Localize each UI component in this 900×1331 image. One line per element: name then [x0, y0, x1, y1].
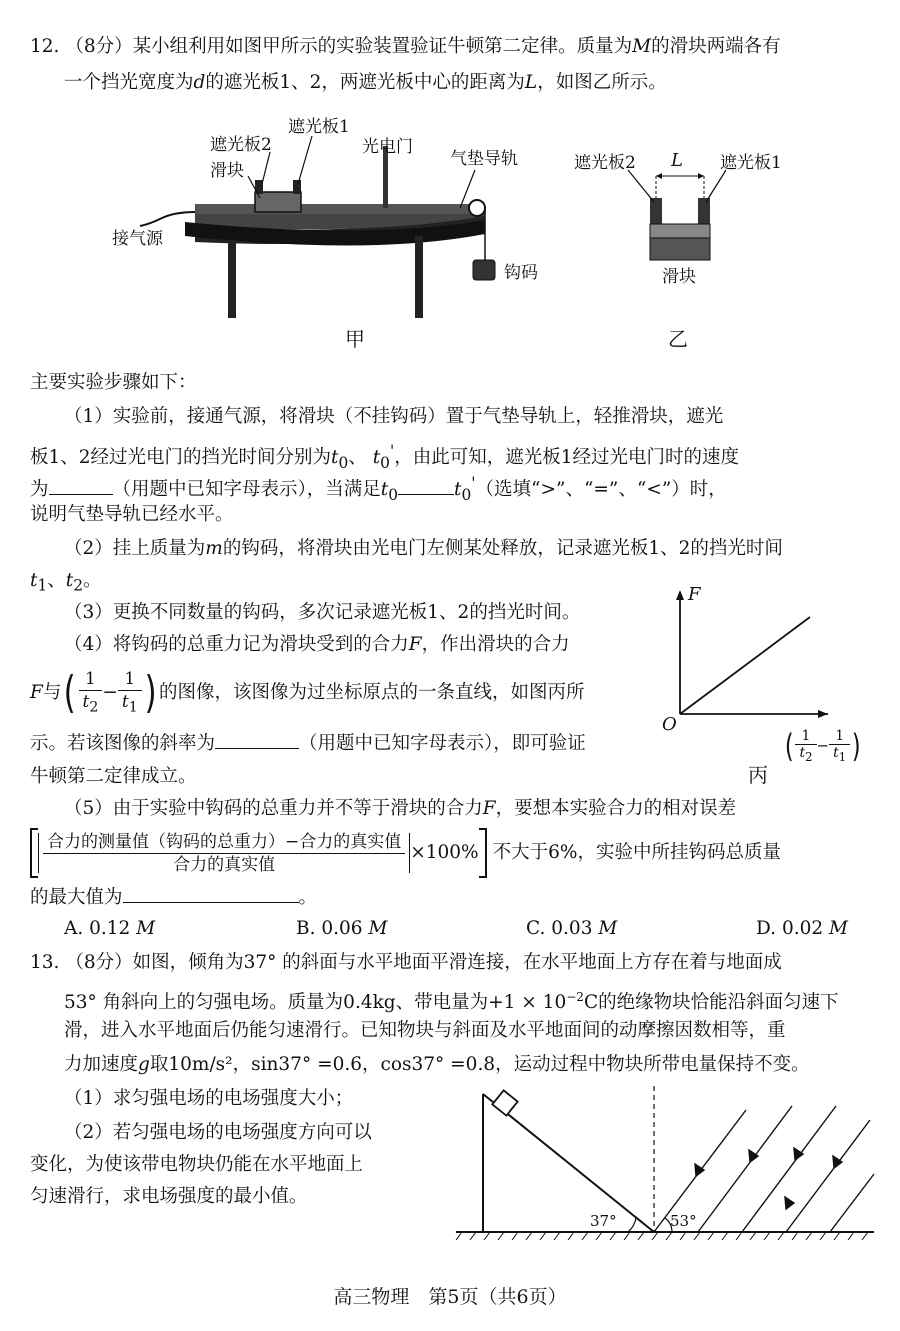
step-3: （3）更换不同数量的钩码，多次记录遮光板1、2的挡光时间。 [64, 602, 581, 623]
q12-text: 的滑块两端各有 [651, 36, 781, 57]
option-unit: M [598, 918, 618, 939]
var-m: m [205, 538, 223, 559]
line-F-vs-x [680, 617, 810, 714]
text: ，由此可知，遮光板1经过光电门时的速度 [394, 447, 739, 469]
x-axis-label [783, 728, 863, 765]
step-1-line-1: （1）实验前，接通气源，将滑块（不挂钩码）置于气垫导轨上，轻推滑块，遮光 [64, 406, 724, 427]
var-F: F [30, 682, 43, 704]
var-t2: t [82, 692, 90, 712]
den: 合力的真实值 [173, 854, 276, 875]
option-value: 0.02 [781, 918, 824, 939]
q12-line-1 [30, 34, 781, 60]
text: ，要想本实验合力的相对误差 [495, 798, 737, 819]
q13-text: 如图，倾角为37° 的斜面与水平地面平滑连接，在水平地面上方存在着与地面成 [132, 952, 782, 973]
text: （5）由于实验中钩码的总重力并不等于滑块的合力 [64, 798, 483, 819]
q13-text: 取10m/s²，sin37° =0.6，cos37° =0.8，运动过程中物块所带电量保持不变。 [149, 1054, 810, 1075]
option-value: 0.03 [551, 918, 593, 939]
var-t0-prime: t [372, 447, 381, 469]
text: 与 [42, 682, 62, 704]
step-4-line-2 [30, 668, 584, 718]
q13-part-1: （1）求匀强电场的电场强度大小； [64, 1088, 354, 1109]
option-label: A. [64, 918, 84, 939]
text: 不大于6%，实验中所挂钩码总质量 [492, 842, 781, 863]
exponent: −2 [566, 990, 584, 1004]
paren-right: ) [852, 727, 861, 766]
q13-number: 13. [30, 952, 60, 973]
sub: 1 [37, 576, 48, 595]
q13-score: （8分） [65, 952, 133, 973]
answer-blank-compare[interactable] [398, 476, 454, 495]
num: 1 [118, 668, 142, 691]
step-1-line-4: 说明气垫导轨已经水平。 [30, 504, 234, 525]
step-4-line-1 [64, 632, 570, 658]
var-F: F [482, 798, 496, 819]
answer-blank-max-mass[interactable] [123, 884, 299, 903]
angle-label-53: 53° [670, 1212, 697, 1230]
text: 的最大值为 [30, 887, 123, 908]
step-4-line-4: 牛顿第二定律成立。 [30, 766, 197, 787]
option-value: 0.06 [321, 918, 363, 939]
figure-yi [570, 140, 810, 355]
incline-slope [483, 1094, 654, 1232]
var-F: F [408, 634, 422, 655]
q12-text: ，如图乙所示。 [537, 72, 667, 93]
var-g: g [138, 1054, 150, 1075]
q13-line-3: 滑，进入水平地面后仍能匀速滑行。已知物块与斜面及水平地面间的动摩擦因数相等，重 [64, 1020, 786, 1041]
text: （用题中已知字母表示），当满足 [112, 479, 381, 501]
page-footer: 高三物理 第5页（共6页） [333, 1286, 567, 1308]
den [795, 745, 816, 765]
var-t1: t [30, 570, 38, 591]
option-label: B. [296, 918, 316, 939]
option-unit: M [829, 918, 848, 939]
step-5-line-3 [30, 884, 317, 911]
den [829, 745, 850, 765]
num: 1 [829, 728, 850, 745]
var-t1: t [121, 692, 129, 712]
label-L: L [671, 150, 683, 171]
q13-part-2-line-1: （2）若匀强电场的电场强度方向可以 [64, 1122, 372, 1143]
step-5-line-1 [64, 796, 736, 822]
text: 、 [348, 447, 367, 469]
q13-text: 力加速度 [64, 1054, 139, 1075]
option-value: 0.12 [89, 918, 131, 939]
option-label: D. [756, 918, 777, 939]
figure-jia [100, 108, 560, 358]
sub: 2 [805, 749, 813, 764]
var-d: d [193, 72, 206, 93]
label-board1: 遮光板1 [288, 117, 350, 137]
text: 的图像，该图像为过坐标原点的一条直线，如图丙所 [158, 682, 585, 704]
den [79, 691, 103, 718]
y-axis-arrow [676, 590, 684, 600]
fraction-1-t1sq [118, 668, 142, 718]
text: （选填“>”、“=”、“<”）时， [475, 479, 727, 501]
option-c[interactable] [526, 916, 617, 942]
label-slider: 滑块 [662, 267, 696, 287]
step-4-line-3 [30, 730, 586, 757]
num: 1 [79, 668, 103, 691]
minus: − [816, 736, 830, 755]
answer-blank-velocity[interactable] [49, 476, 113, 495]
var: t [799, 745, 806, 761]
caption-jia: 甲 [345, 327, 365, 351]
num: 1 [795, 728, 816, 745]
sub: 2 [89, 699, 99, 716]
prime: ' [389, 442, 395, 460]
var-L: L [524, 72, 538, 93]
sub: 0 [380, 453, 390, 472]
option-a[interactable] [64, 916, 155, 942]
var-M: M [632, 36, 652, 57]
q12-text: 一个挡光宽度为 [64, 72, 194, 93]
q13-line-2 [64, 984, 839, 1016]
text: 为 [30, 479, 49, 501]
paren-left: ( [63, 667, 76, 719]
q13-text: 53° 角斜向上的匀强电场。质量为0.4kg、带电量为+1 × 10 [64, 992, 567, 1014]
y-axis-label: F [688, 584, 701, 605]
label-weight: 钩码 [504, 263, 538, 283]
option-unit: M [136, 918, 156, 939]
option-unit: M [368, 918, 388, 939]
var-t0: t [331, 447, 339, 469]
bracket-right [479, 828, 487, 878]
slider-detail-diagram [628, 170, 726, 260]
text: 示。若该图像的斜率为 [30, 733, 216, 754]
text: （4）将钩码的总重力记为滑块受到的合力 [64, 634, 409, 655]
step-5-line-2 [30, 826, 781, 880]
step-2-line-2 [30, 568, 102, 599]
num: 合力的测量值（钩码的总重力）−合力的真实值 [43, 831, 405, 854]
block [492, 1090, 517, 1115]
var: t [833, 745, 839, 761]
sub: 0 [338, 453, 349, 472]
var-t0-prime: t [454, 479, 462, 501]
x-axis-arrow [818, 710, 828, 718]
option-d[interactable] [756, 916, 848, 942]
sub: 0 [461, 485, 472, 504]
label-air-source: 接气源 [112, 229, 163, 249]
caption-bing: 丙 [748, 763, 768, 787]
var-t2: t [65, 570, 74, 591]
q12-line-2 [64, 70, 667, 96]
abs-left [38, 833, 39, 873]
fraction-1-t2sq [79, 668, 103, 718]
text: 板1、2经过光电门的挡光时间分别为 [30, 447, 332, 469]
text: 、 [47, 570, 66, 591]
q13-line-1 [30, 950, 782, 976]
text: （用题中已知字母表示），即可验证 [299, 733, 586, 754]
option-label: C. [526, 918, 546, 939]
var-t0: t [380, 479, 389, 501]
text: ，作出滑块的合力 [421, 634, 570, 655]
label-slider: 滑块 [210, 161, 244, 181]
den [118, 691, 142, 718]
q12-score: （8分） [65, 36, 133, 57]
air-track-diagram [140, 136, 495, 318]
text: 。 [83, 570, 102, 591]
label-board1: 遮光板1 [720, 153, 782, 173]
sub: 1 [838, 749, 847, 764]
paren-left: ( [784, 727, 794, 766]
text: （2）挂上质量为 [64, 538, 206, 559]
figure-q13 [450, 1082, 880, 1244]
label-board2: 遮光板2 [210, 135, 272, 155]
q12-text: 的遮光板1、2，两遮光板中心的距离为 [205, 72, 525, 93]
q13-line-4 [64, 1052, 810, 1078]
times-100: ×100% [410, 842, 479, 863]
answer-blank-slope[interactable] [215, 730, 299, 749]
text: 。 [298, 887, 318, 908]
minus: − [102, 682, 118, 704]
bracket-left [30, 828, 38, 878]
label-air-track: 气垫导轨 [450, 149, 518, 169]
paren-right: ) [144, 667, 157, 719]
caption-yi: 乙 [668, 327, 688, 351]
angle-label-37: 37° [590, 1212, 617, 1230]
fraction [795, 728, 816, 765]
label-photogate: 光电门 [362, 137, 413, 157]
text: 的钩码，将滑块由光电门左侧某处释放，记录遮光板1、2的挡光时间 [222, 538, 783, 559]
step-2-line-1 [64, 536, 783, 562]
origin-label: O [662, 714, 677, 735]
q13-part-2-line-3: 匀速滑行，求电场强度的最小值。 [30, 1186, 308, 1207]
q13-text: C的绝缘物块恰能沿斜面匀速下 [583, 992, 839, 1014]
angle-arc-37 [628, 1218, 636, 1232]
steps-title: 主要实验步骤如下： [30, 372, 197, 393]
sub: 1 [128, 699, 138, 716]
sub: 0 [388, 485, 399, 504]
label-board2: 遮光板2 [574, 153, 636, 173]
ground-hatching [456, 1232, 868, 1240]
q12-number: 12. [30, 36, 60, 57]
prime: ' [471, 474, 476, 492]
q12-text: 某小组利用如图甲所示的实验装置验证牛顿第二定律。质量为 [132, 36, 633, 57]
option-b[interactable] [296, 916, 387, 942]
sub: 2 [73, 576, 84, 595]
relative-error-fraction [43, 831, 405, 876]
fraction [829, 728, 850, 765]
q13-part-2-line-2: 变化，为使该带电物块仍能在水平地面上 [30, 1154, 364, 1175]
